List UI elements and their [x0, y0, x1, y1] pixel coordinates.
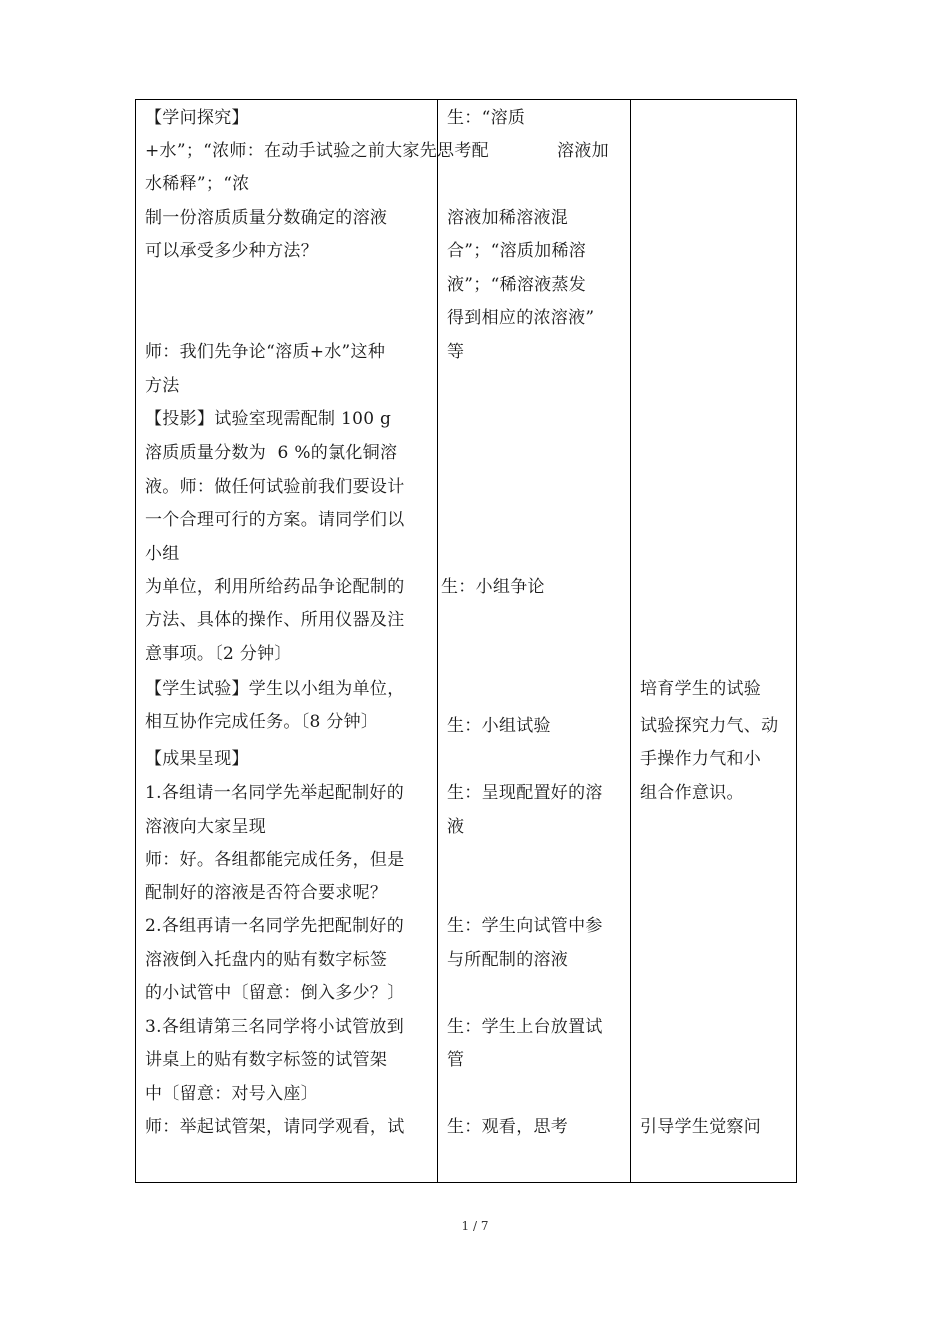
col1-line: 方法、具体的操作、所用仪器及注: [145, 610, 405, 630]
col2-line: 液: [447, 817, 465, 837]
col2-line: 得到相应的浓溶液”: [447, 308, 595, 328]
col2-line: 生：呈现配置好的溶: [447, 783, 603, 803]
col3-line: 手操作力气和小: [640, 749, 762, 769]
col2-line: 溶液加稀溶液混: [447, 208, 569, 228]
column-divider: [437, 100, 438, 1182]
col1-line: 师：好。各组都能完成任务，但是: [145, 850, 405, 870]
col1-line: 【成果呈现】: [145, 749, 249, 769]
col2-line: 生：“溶质: [447, 108, 526, 128]
page-number: 1 / 7: [461, 1219, 489, 1233]
col1-line: 水稀释”；“浓: [145, 174, 250, 194]
col1-line: 制一份溶质质量分数确定的溶液: [145, 208, 388, 228]
col3-line: 组合作意识。: [640, 783, 744, 803]
col2-line: 管: [447, 1050, 465, 1070]
col1-line: 【学生试验】学生以小组为单位，: [145, 679, 405, 699]
col1-line: 相互协作完成任务。〔8 分钟〕: [145, 712, 379, 732]
col1-line: 的小试管中〔留意：倒入多少？〕: [145, 983, 405, 1003]
col1-line: 师：我们先争论“溶质+水”这种: [145, 342, 386, 362]
col2-line: 液”；“稀溶液蒸发: [447, 275, 587, 295]
col1-line: 方法: [145, 376, 180, 396]
col1-line: 意事项。〔2 分钟〕: [145, 644, 292, 664]
col2-line: 生：小组争论: [441, 577, 545, 597]
col1-line: 可以承受多少种方法？: [145, 241, 318, 261]
col1-line: 小组: [145, 544, 180, 564]
col2-line: 合”；“溶质加稀溶: [447, 241, 587, 261]
col1-line: 1.各组请一名同学先举起配制好的: [145, 783, 405, 803]
col2-line: 生：观看，思考: [447, 1117, 569, 1137]
col2-line: 生：小组试验: [447, 716, 551, 736]
col1-line: 中〔留意：对号入座〕: [145, 1084, 318, 1104]
col1-line: 溶质质量分数为 6 %的氯化铜溶: [145, 443, 398, 463]
col1-line: 3.各组请第三名同学将小试管放到: [145, 1017, 405, 1037]
col1-line: 溶液向大家呈现: [145, 817, 267, 837]
col1-line: 讲桌上的贴有数字标签的试管架: [145, 1050, 388, 1070]
col2-line: 等: [447, 342, 465, 362]
col1-line: 为单位，利用所给药品争论配制的: [145, 577, 405, 597]
col2-line: 生：学生向试管中参: [447, 916, 603, 936]
col1-line: 【学问探究】: [145, 108, 249, 128]
col3-line: 试验探究力气、动: [640, 716, 779, 736]
col2-line: 生：学生上台放置试: [447, 1017, 603, 1037]
col1-line: 溶液倒入托盘内的贴有数字标签: [145, 950, 388, 970]
col2-line: 与所配制的溶液: [447, 950, 569, 970]
col1-line: 液。师：做任何试验前我们要设计: [145, 477, 405, 497]
col1-line: +水”；“浓师：在动手试验之前大家先思考配: [145, 141, 489, 161]
col3-line: 培育学生的试验: [640, 679, 762, 699]
col3-line: 引导学生觉察问: [640, 1117, 762, 1137]
col1-line: 配制好的溶液是否符合要求呢？: [145, 883, 388, 903]
col1-line: 2.各组再请一名同学先把配制好的: [145, 916, 405, 936]
column-divider: [630, 100, 631, 1182]
col1-line: 【投影】试验室现需配制 100 g: [145, 409, 392, 429]
col1-line: 师：举起试管架，请同学观看，试: [145, 1117, 405, 1137]
col1-line: 一个合理可行的方案。请同学们以: [145, 510, 405, 530]
col2-line: 溶液加: [557, 141, 609, 161]
